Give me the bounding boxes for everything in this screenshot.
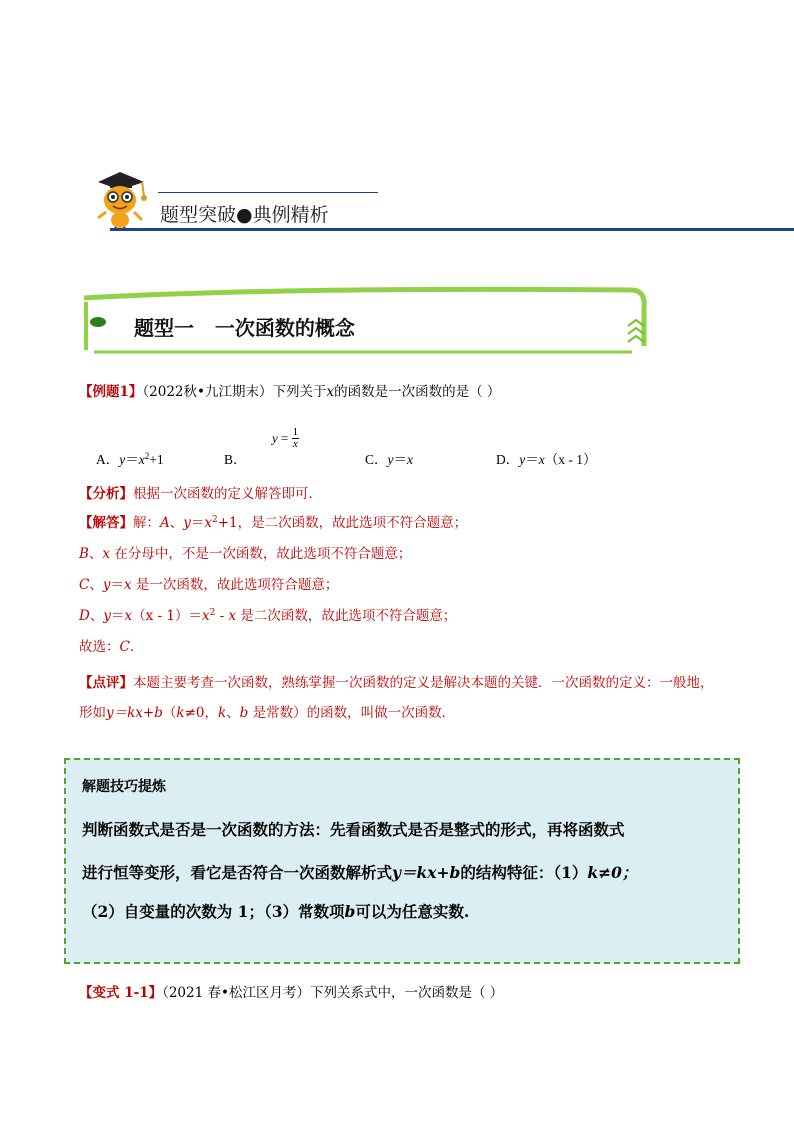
example1-question [79, 383, 500, 401]
tips-box [64, 758, 740, 964]
tips-line3: （2）自变量的次数为 1；（3）常数项b可以为任意实数. [82, 902, 470, 921]
question-var: x [326, 384, 335, 400]
analysis-tag: 【分析】 [79, 486, 133, 502]
variant-tag: 【变式 1-1】 [79, 985, 163, 1001]
analysis [79, 485, 322, 503]
tips-line2: 进行恒等变形，看它是否符合一次函数解析式y＝kx+b的结构特征：（1）k≠0； [82, 863, 638, 882]
section-title: 题型一 一次函数的概念 [134, 316, 355, 340]
option-b-formula: y = $\frac{1}{x}$ [272, 426, 299, 450]
tips-line1: 判断函数式是否是一次函数的方法：先看函数式是否是整式的形式，再将函数式 [82, 820, 625, 839]
comment-line2: 形如y＝kx+b（k≠0，k、b 是常数）的函数，叫做一次函数． [79, 705, 456, 721]
header-rule [110, 228, 794, 231]
comment-line1: 【点评】本题主要考查一次函数，熟练掌握一次函数的定义是解决本题的关键．一次函数的定义：一般地， [79, 675, 714, 691]
question-text: 下列关于 [272, 384, 327, 400]
solution-c: C、y＝x 是一次函数，故此选项符合题意； [79, 577, 339, 593]
solution-d: D、$y=x(x - 1)=x^2 - x$ 是二次函数，故此选项不符合题意； [79, 608, 457, 624]
header-title: 题型突破●典例精析 [160, 204, 329, 226]
comment-tag: 【点评】 [79, 675, 133, 691]
mascot-icon [86, 160, 156, 230]
solution-tag: 【解答】 [79, 515, 133, 531]
tips-title: 解题技巧提炼 [82, 779, 166, 795]
example-source: （2022秋•九江期末） [142, 384, 273, 400]
option-b-label: B． [224, 452, 247, 467]
example-tag: 【例题1】 [79, 384, 143, 400]
option-a: A．$y=x^2+1$ [96, 451, 164, 467]
solution-choice: 故选：C． [79, 639, 144, 655]
option-c: C．y＝x [365, 452, 414, 467]
option-d: D．y＝x（x - 1） [496, 452, 597, 467]
analysis-text: 根据一次函数的定义解答即可． [133, 486, 322, 502]
variant-text: 下列关系式中，一次函数是（ ） [309, 985, 504, 1001]
solution-b: B、x 在分母中，不是一次函数，故此选项不符合题意； [79, 546, 412, 562]
solution-a: 【解答】解：A、$y=x^2+1$，是二次函数，故此选项不符合题意； [79, 515, 468, 531]
question-text-end: 的函数是一次函数的是（ ） [334, 384, 501, 400]
banner-dot-icon [90, 317, 106, 327]
variant-source: （2021 春•松江区月考） [162, 985, 310, 1001]
header-rule-top [158, 192, 378, 193]
variant-question [79, 984, 503, 1002]
